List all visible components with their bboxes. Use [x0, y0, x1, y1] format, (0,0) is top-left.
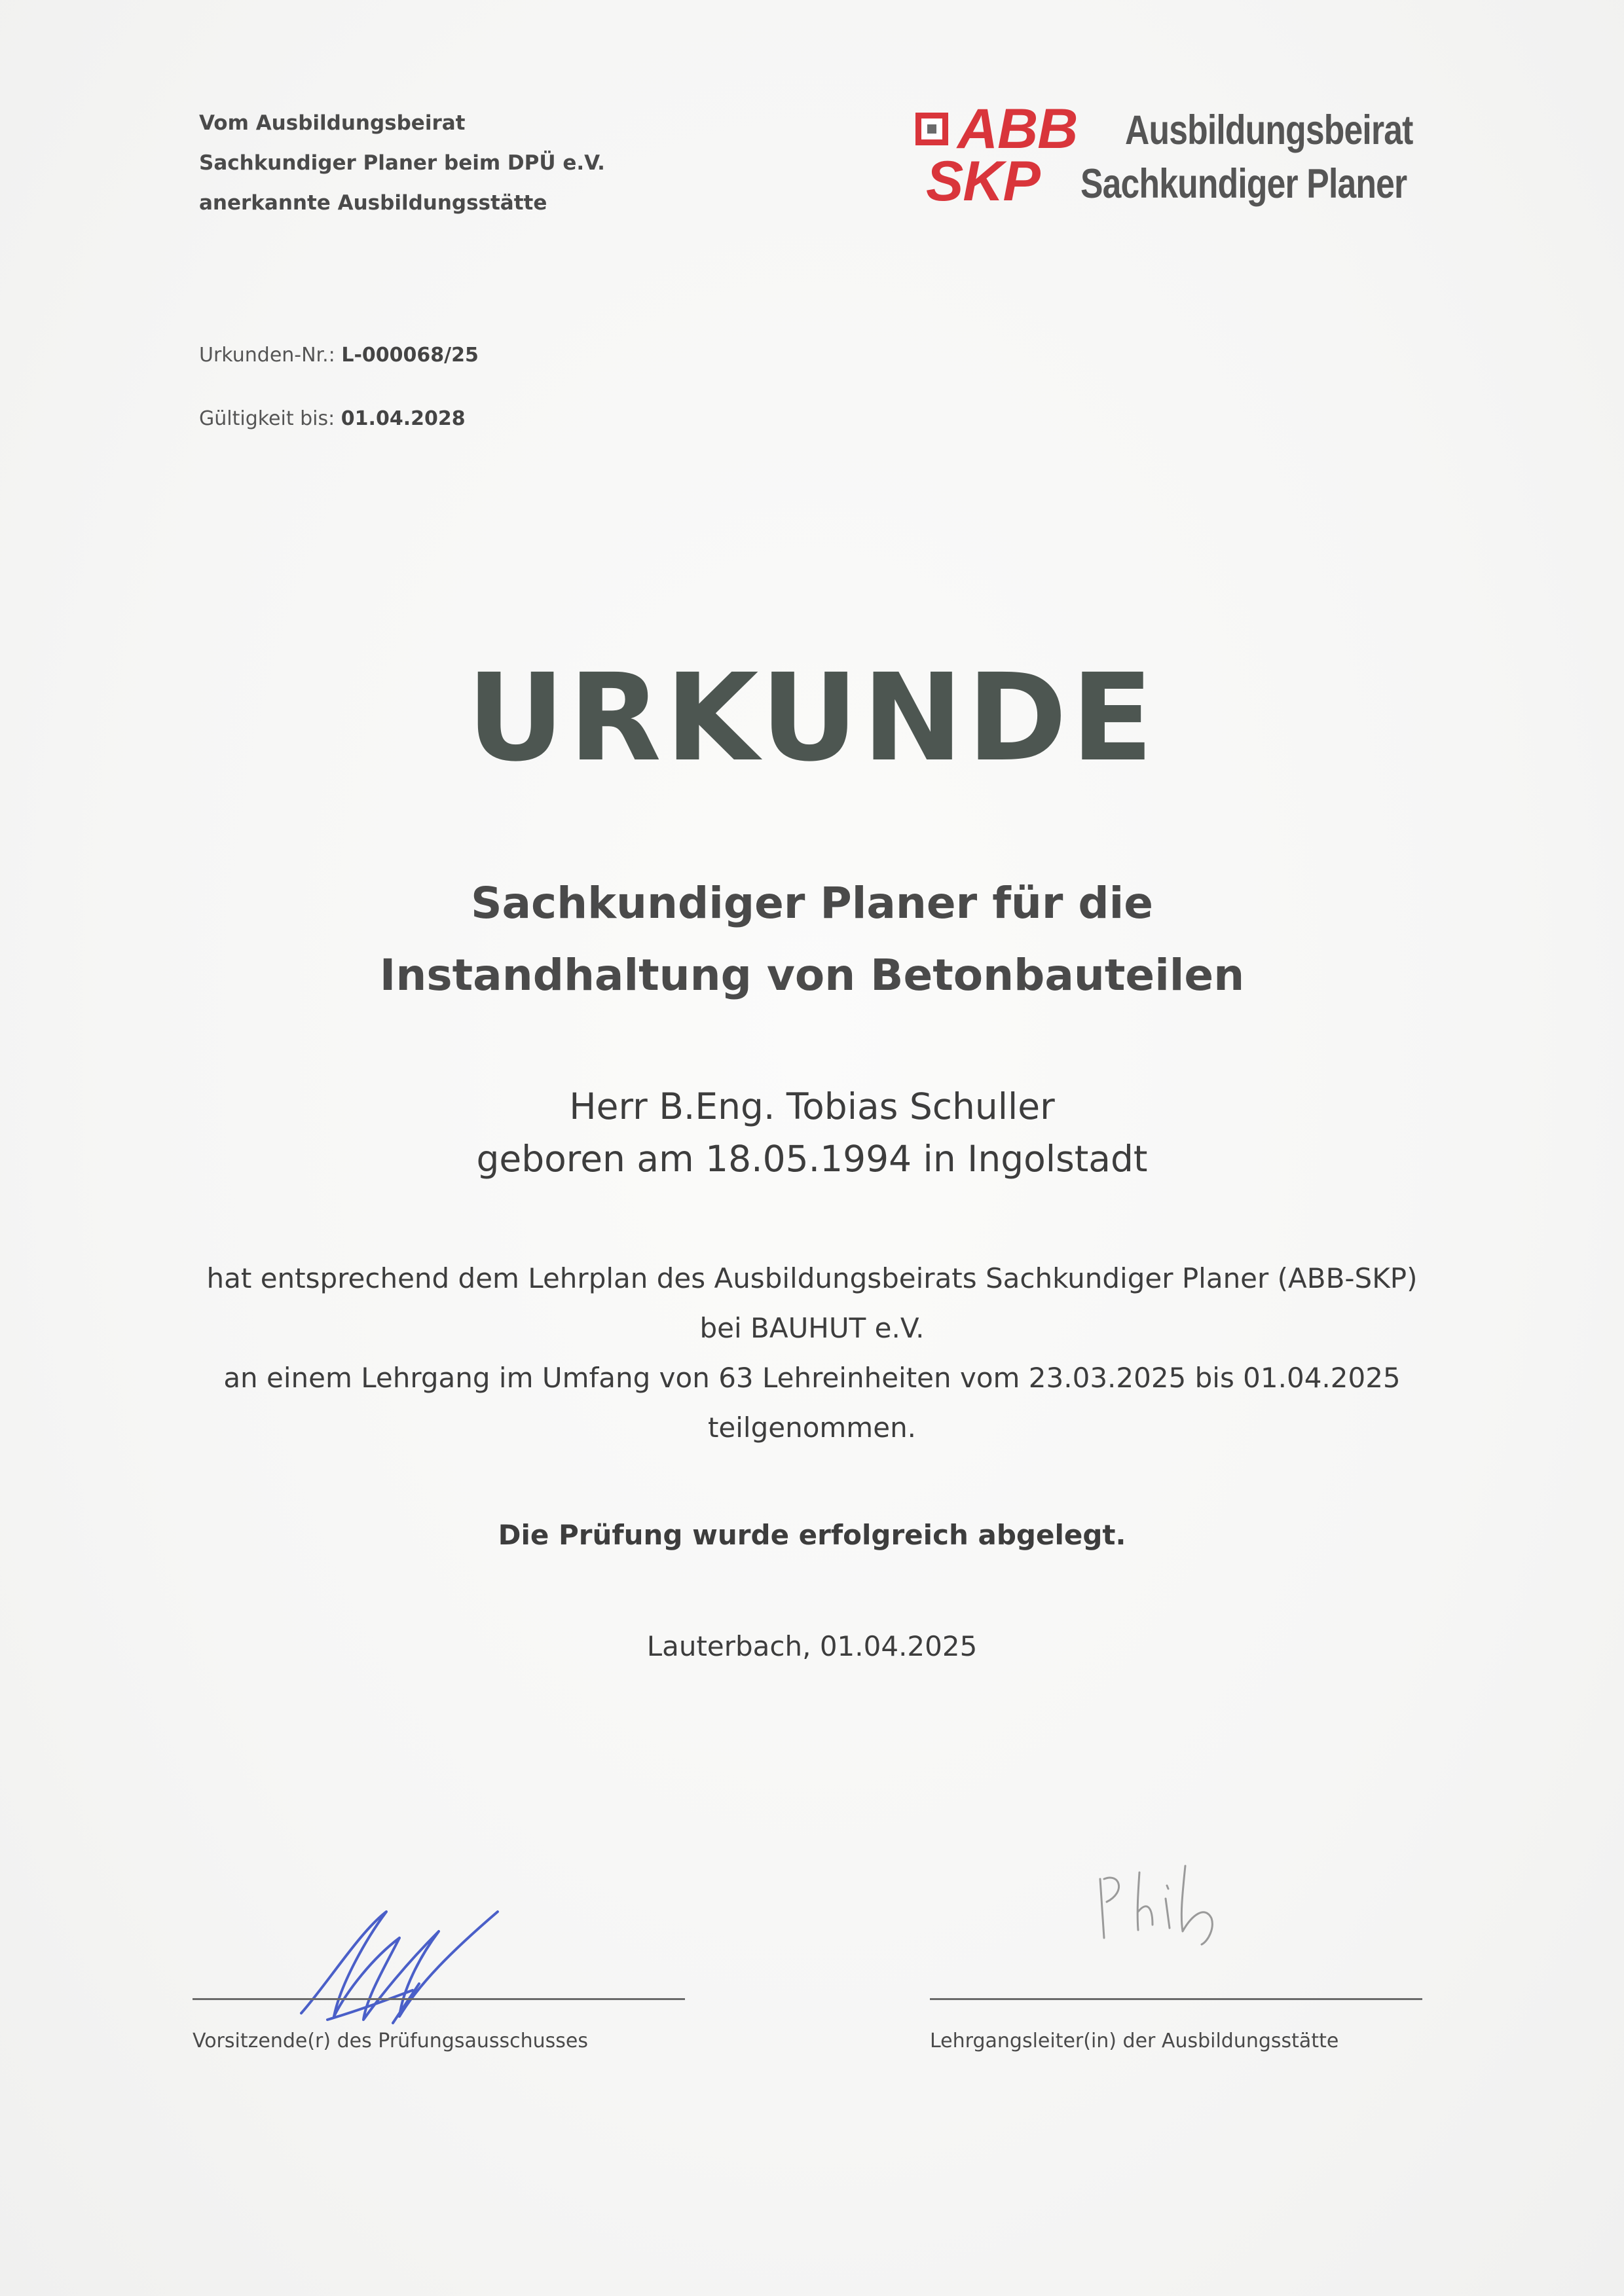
- recipient-name: Herr B.Eng. Tobias Schuller: [569, 1085, 1055, 1127]
- place-date: Lauterbach, 01.04.2025: [646, 1630, 978, 1662]
- certificate-title: URKUNDE: [466, 648, 1158, 788]
- logo-text-bottom: Sachkundiger Planer: [1080, 161, 1407, 207]
- subtitle-line-2: Instandhaltung von Betonbauteilen: [379, 950, 1245, 1000]
- validity-label: Gültigkeit bis:: [199, 407, 335, 430]
- validity-value: 01.04.2028: [341, 407, 466, 430]
- certificate-subtitle: [0, 867, 1624, 1011]
- recipient-block: [0, 1080, 1624, 1185]
- abb-skp-logo: [915, 98, 1439, 213]
- certificate-number-value: L-000068/25: [341, 344, 479, 367]
- issuer-line-2: Sachkundiger Planer beim DPÜ e.V.: [199, 151, 605, 175]
- logo-mark-abb: ABB: [957, 98, 1078, 160]
- validity: [199, 407, 466, 430]
- logo-mark-skp: SKP: [926, 150, 1040, 213]
- body-line-3: an einem Lehrgang im Umfang von 63 Lehreinheiten vom 23.03.2025 bis 01.04.2025: [223, 1362, 1401, 1394]
- body-line-4: teilgenommen.: [707, 1412, 917, 1444]
- body-line-1: hat entsprechend dem Lehrplan des Ausbildungsbeirats Sachkundiger Planer (ABB-SKP): [206, 1262, 1418, 1294]
- issuer-line-1: Vom Ausbildungsbeirat: [199, 111, 466, 135]
- signature-line-left: [193, 1998, 685, 2000]
- certificate-body: [0, 1254, 1624, 1453]
- logo-text-top: Ausbildungsbeirat: [1125, 107, 1413, 153]
- certificate-number-label: Urkunden-Nr.:: [199, 344, 335, 367]
- exam-result: Die Prüfung wurde erfolgreich abgelegt.: [498, 1519, 1126, 1551]
- signature-line-right: [930, 1998, 1422, 2000]
- signature-right: [1087, 1853, 1257, 1958]
- signature-left: [288, 1886, 511, 2036]
- recipient-birth: geboren am 18.05.1994 in Ingolstadt: [476, 1138, 1148, 1180]
- certificate-number: [199, 344, 479, 367]
- signature-caption-right: Lehrgangsleiter(in) der Ausbildungsstätte: [930, 2030, 1339, 2052]
- signature-caption-left: Vorsitzende(r) des Prüfungsausschusses: [193, 2030, 588, 2052]
- logo-square-icon: [915, 113, 948, 145]
- issuer-line-3: anerkannte Ausbildungsstätte: [199, 191, 547, 215]
- subtitle-line-1: Sachkundiger Planer für die: [470, 878, 1154, 928]
- body-line-2: bei BAUHUT e.V.: [699, 1312, 925, 1344]
- issuer-block: [199, 103, 605, 223]
